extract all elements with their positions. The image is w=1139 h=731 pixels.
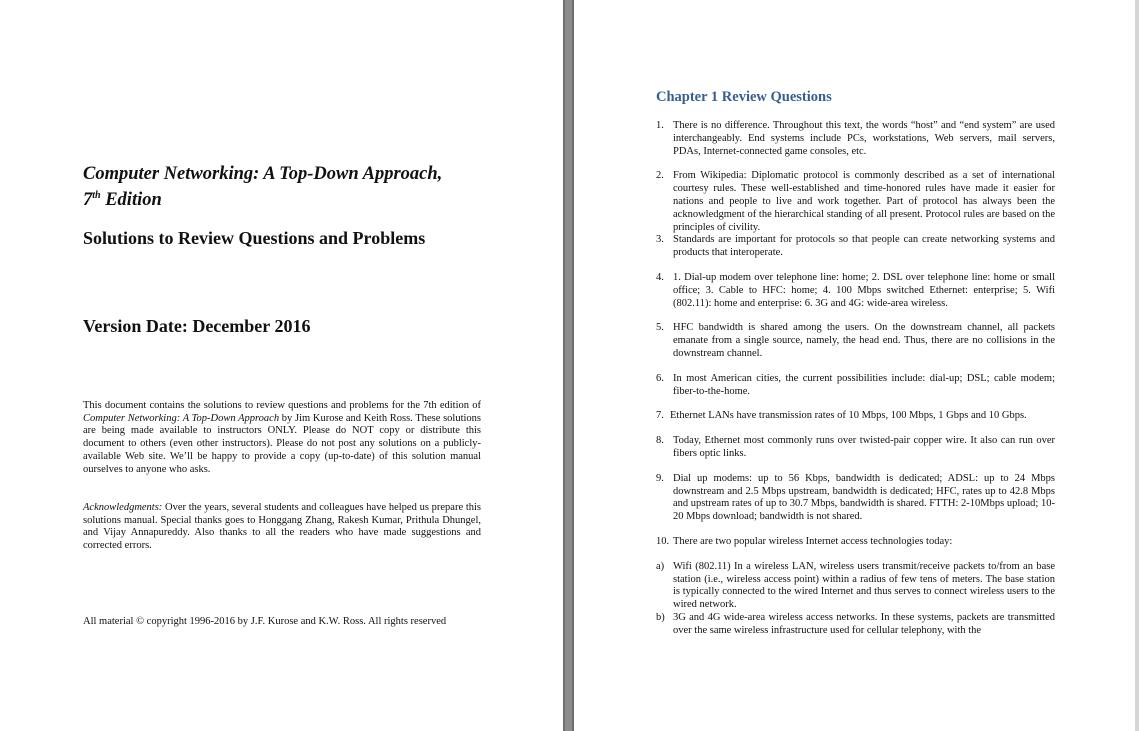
acknowledgments-text: Over the years, several students and colleagues have helped us prepare this solutions manual. Special thanks goes to Honggang Zhang, Rakesh Kumar, Prithula Dhungel, and Vijay Annapureddy. Also thanks to all the readers who have made suggestions and corrected errors. (83, 502, 481, 552)
gutter-edge-left (563, 0, 565, 731)
list-item (656, 272, 1055, 310)
item-text: Ethernet LANs have transmission rates of 10 Mbps, 100 Mbps, 1 Gbps and 10 Gbps. (670, 410, 1027, 422)
intro-text-1: This document contains the solutions to review questions and problems for the 7th edition of (83, 400, 481, 411)
edition-number: 7 (83, 190, 93, 211)
item-number: 7. (656, 410, 664, 422)
item-number: a) (656, 560, 665, 572)
chapter-heading: Chapter 1 Review Questions (656, 89, 832, 105)
item-number: 8. (656, 435, 664, 447)
book-title-line1: Computer Networking: A Top-Down Approach, (83, 164, 443, 184)
list-item (656, 435, 1055, 461)
list-item (656, 561, 1055, 612)
left-page (0, 0, 563, 731)
acknowledgments-paragraph (83, 502, 481, 553)
item-text: In most American cities, the current possibilities include: dial-up; DSL; cable modem; fiber-to-the-home. (673, 372, 1055, 397)
list-item (656, 612, 1055, 638)
list-item (656, 322, 1055, 360)
item-number: b) (656, 611, 665, 623)
list-item (656, 234, 1055, 260)
item-text: Today, Ethernet most commonly runs over twisted-pair copper wire. It also can run over fibers optic links. (673, 435, 1055, 459)
page-gutter (563, 0, 574, 731)
item-number: 9. (656, 472, 664, 484)
item-number: 5. (656, 322, 664, 334)
list-item (656, 536, 1055, 549)
list-item (656, 120, 1055, 158)
list-item (656, 473, 1055, 524)
review-question-list (656, 120, 1055, 638)
list-item (656, 170, 1055, 234)
item-text: There is no difference. Throughout this text, the words “host” and “end system” are used interchangeably. End systems include PCs, workstations, Web servers, mail servers, PDAs, Internet-connected game consoles, etc. (673, 120, 1055, 157)
item-number: 4. (656, 271, 664, 283)
item-text: Wifi (802.11) In a wireless LAN, wireless users transmit/receive packets to/from an base station (i.e., wireless access point) within a radius of few tens of meters. The base station is typically connected to the wired Internet and thus serves to connect wireless users to the wired network. (673, 560, 1055, 611)
intro-text-2: by Jim Kurose and Keith Ross. These solutions are being made available to instructors ONLY. Please do NOT copy or distribute this document to others (even other instructors). Please do not post any solutions on a publicly-available Web site. We’ll be happy to provide a copy (up-to-date) of this solution manual ourselves to anyone who asks. (83, 412, 482, 475)
list-item (656, 373, 1055, 399)
edition-word: Edition (100, 190, 162, 211)
edition-suffix: th (92, 190, 101, 201)
item-text: 3G and 4G wide-area wireless access networks. In these systems, packets are transmitted over the same wireless infrastructure used for cellular telephony, with the (673, 611, 1055, 636)
item-number: 3. (656, 234, 664, 246)
intro-book-title: Computer Networking: A Top-Down Approach (83, 412, 280, 424)
item-text: 1. Dial-up modem over telephone line: home; 2. DSL over telephone line: home or small office; 3. Cable to HFC: home; 4. 100 Mbps switched Ethernet: enterprise; 5. Wifi (802.11): home and enterprise: 6. 3G and 4G: wide-area wireless. (673, 271, 1055, 309)
copyright-notice: All material © copyright 1996-2016 by J.F. Kurose and K.W. Ross. All rights reserved (83, 616, 447, 627)
intro-paragraph (83, 400, 481, 476)
item-number: 2. (656, 170, 664, 182)
item-text: From Wikipedia: Diplomatic protocol is commonly described as a set of international courtesy rules. These well-established and time-honored rules have made it easier for nations and people to live and work together. Part of protocol has always been the acknowledgment of the hierarchical standing of all present. Protocol rules are based on the principles of civility. (673, 170, 1055, 233)
acknowledgments-label: Acknowledgments: (83, 502, 163, 513)
book-title (83, 164, 442, 211)
version-date: Version Date: December 2016 (83, 316, 311, 336)
list-item (656, 410, 1055, 423)
item-text: There are two popular wireless Internet access technologies today: (673, 535, 953, 547)
item-number: 6. (656, 372, 664, 384)
item-text: HFC bandwidth is shared among the users. On the downstream channel, all packets emanate from a single source, namely, the head end. Thus, there are no collisions in the downstream channel. (673, 322, 1055, 359)
item-number: 10. (656, 535, 670, 547)
window-right-edge (1135, 0, 1139, 731)
item-text: Standards are important for protocols so that people can create networking systems and products that interoperate. (673, 234, 1055, 259)
right-page (574, 0, 1139, 731)
subtitle: Solutions to Review Questions and Problems (83, 228, 426, 248)
item-text: Dial up modems: up to 56 Kbps, bandwidth is dedicated; ADSL: up to 24 Mbps downstream and 2.5 Mbps upstream, bandwidth is dedicated; HFC, rates up to 42.8 Mbps and upstream rates of up to 30.7 Mbps, bandwidth is shared. FTTH: 2-10Mbps upload; 10-20 Mbps download; bandwidth is not shared. (673, 472, 1055, 523)
item-number: 1. (656, 120, 664, 131)
